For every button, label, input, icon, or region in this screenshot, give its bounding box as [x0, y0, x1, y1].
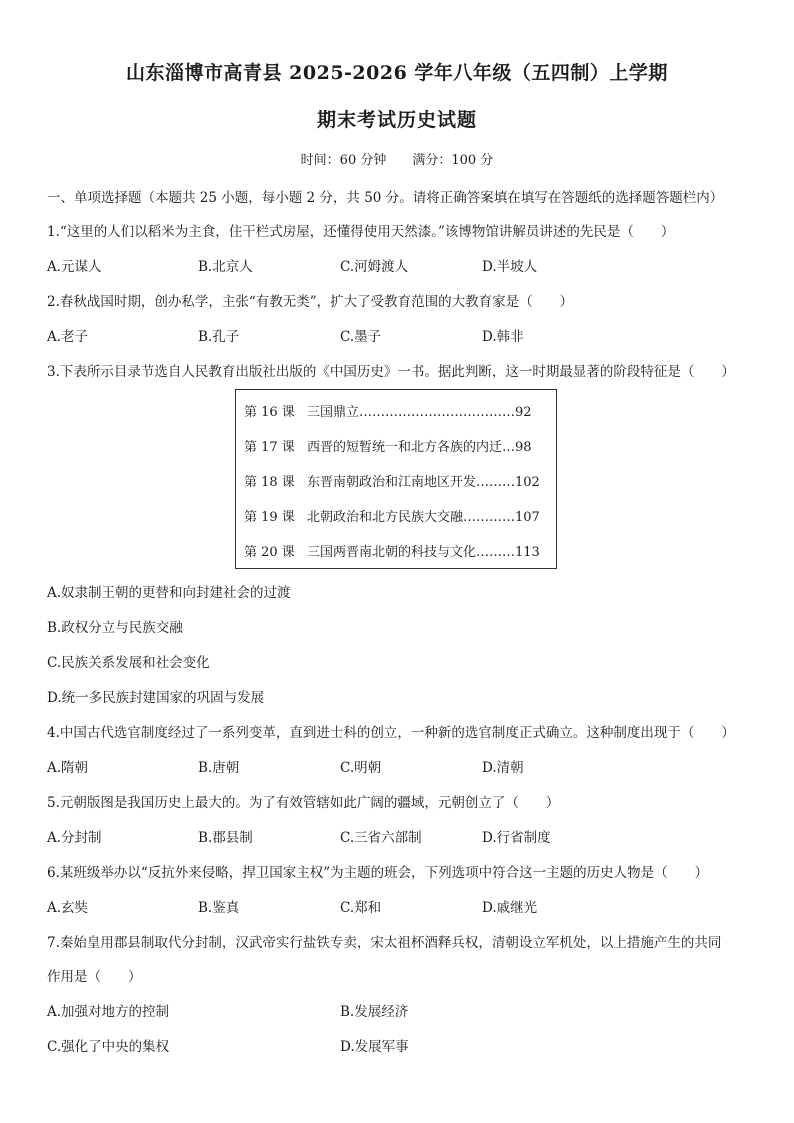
question-2-option-c: C.墨子 [340, 329, 382, 345]
question-3-option-b: B.政权分立与民族交融 [47, 620, 183, 636]
question-4-option-b: B.唐朝 [198, 760, 240, 776]
question-6-option-c: C.郑和 [340, 900, 382, 916]
toc-row [244, 401, 532, 420]
question-6-option-d: D.戚继光 [482, 900, 538, 916]
question-1-stem: 1.“这里的人们以稻米为主食，住干栏式房屋，还懂得使用天然漆。”该博物馆讲解员讲述的先民是（ ） [47, 224, 675, 240]
exam-score: 满分：100 分 [412, 153, 494, 168]
exam-meta [0, 149, 794, 168]
question-4-option-a: A.隋朝 [47, 760, 89, 776]
question-1-option-d: D.半坡人 [482, 259, 538, 275]
table-of-contents-box [235, 389, 557, 569]
question-7-stem-line1: 7.秦始皇用郡县制取代分封制，汉武帝实行盐铁专卖，宋太祖杯酒释兵权，清朝设立军机处，以上措施产生的共同 [47, 935, 722, 951]
question-2-stem: 2.春秋战国时期，创办私学，主张“有教无类”，扩大了受教育范围的大教育家是（ ） [47, 294, 574, 310]
question-7-option-a: A.加强对地方的控制 [47, 1004, 170, 1020]
toc-row [244, 436, 532, 455]
question-5-option-d: D.行省制度 [482, 830, 551, 846]
section-heading: 一、单项选择题（本题共 25 小题，每小题 2 分，共 50 分。请将正确答案填在填写在答题纸的选择题答题栏内） [47, 190, 724, 206]
question-7-option-c: C.强化了中央的集权 [47, 1039, 170, 1055]
exam-title-line2: 期末考试历史试题 [316, 109, 477, 131]
question-4-option-c: C.明朝 [340, 760, 382, 776]
question-4-option-d: D.清朝 [482, 760, 524, 776]
toc-lesson: 第 19 课 [244, 510, 295, 525]
question-5-stem: 5.元朝版图是我国历史上最大的。为了有效管辖如此广阔的疆域，元朝创立了（ ） [47, 795, 560, 811]
exam-title-line1: 山东淄博市高青县 2025-2026 学年八年级（五四制）上学期 [126, 62, 668, 84]
toc-row [244, 506, 540, 525]
question-1-option-b: B.北京人 [198, 259, 253, 275]
toc-lesson: 第 20 课 [244, 545, 295, 560]
question-5-option-a: A.分封制 [47, 830, 102, 846]
question-4-stem: 4.中国古代选官制度经过了一系列变革，直到进士科的创立，一种新的选官制度正式确立。这种制度出现于（ ） [47, 725, 735, 741]
question-1-option-a: A.元谋人 [47, 259, 102, 275]
exam-time: 时间：60 分钟 [300, 153, 387, 168]
question-2-option-b: B.孔子 [198, 329, 240, 345]
question-7-stem-line2: 作用是（ ） [47, 969, 142, 985]
question-5-option-b: B.郡县制 [198, 830, 253, 846]
question-7-option-d: D.发展军事 [340, 1039, 409, 1055]
toc-title: 三国两晋南北朝的科技与文化………113 [307, 545, 540, 560]
question-6-option-a: A.玄奘 [47, 900, 89, 916]
question-3-option-c: C.民族关系发展和社会变化 [47, 655, 210, 671]
question-5-option-c: C.三省六部制 [340, 830, 422, 846]
toc-row [244, 471, 540, 490]
question-2-option-a: A.老子 [47, 329, 89, 345]
question-3-option-a: A.奴隶制王朝的更替和向封建社会的过渡 [47, 585, 291, 601]
toc-row [244, 541, 540, 560]
question-2-option-d: D.韩非 [482, 329, 524, 345]
toc-title: 东晋南朝政治和江南地区开发………102 [307, 475, 540, 490]
toc-title: 西晋的短暂统一和北方各族的内迁…98 [307, 440, 532, 455]
toc-lesson: 第 17 课 [244, 440, 295, 455]
question-6-stem: 6.某班级举办以“反抗外来侵略，捍卫国家主权”为主题的班会，下列选项中符合这一主题的历史人物是（ ） [47, 865, 709, 881]
toc-lesson: 第 16 课 [244, 405, 295, 420]
toc-title: 北朝政治和北方民族大交融…………107 [307, 510, 540, 525]
question-7-option-b: B.发展经济 [340, 1004, 409, 1020]
toc-title: 三国鼎立………………………………92 [307, 405, 532, 420]
toc-lesson: 第 18 课 [244, 475, 295, 490]
question-6-option-b: B.鉴真 [198, 900, 240, 916]
question-3-stem: 3.下表所示目录节选自人民教育出版社出版的《中国历史》一书。据此判断，这一时期最显著的阶段特征是（ ） [47, 364, 735, 380]
question-1-option-c: C.河姆渡人 [340, 259, 409, 275]
question-3-option-d: D.统一多民族封建国家的巩固与发展 [47, 690, 265, 706]
